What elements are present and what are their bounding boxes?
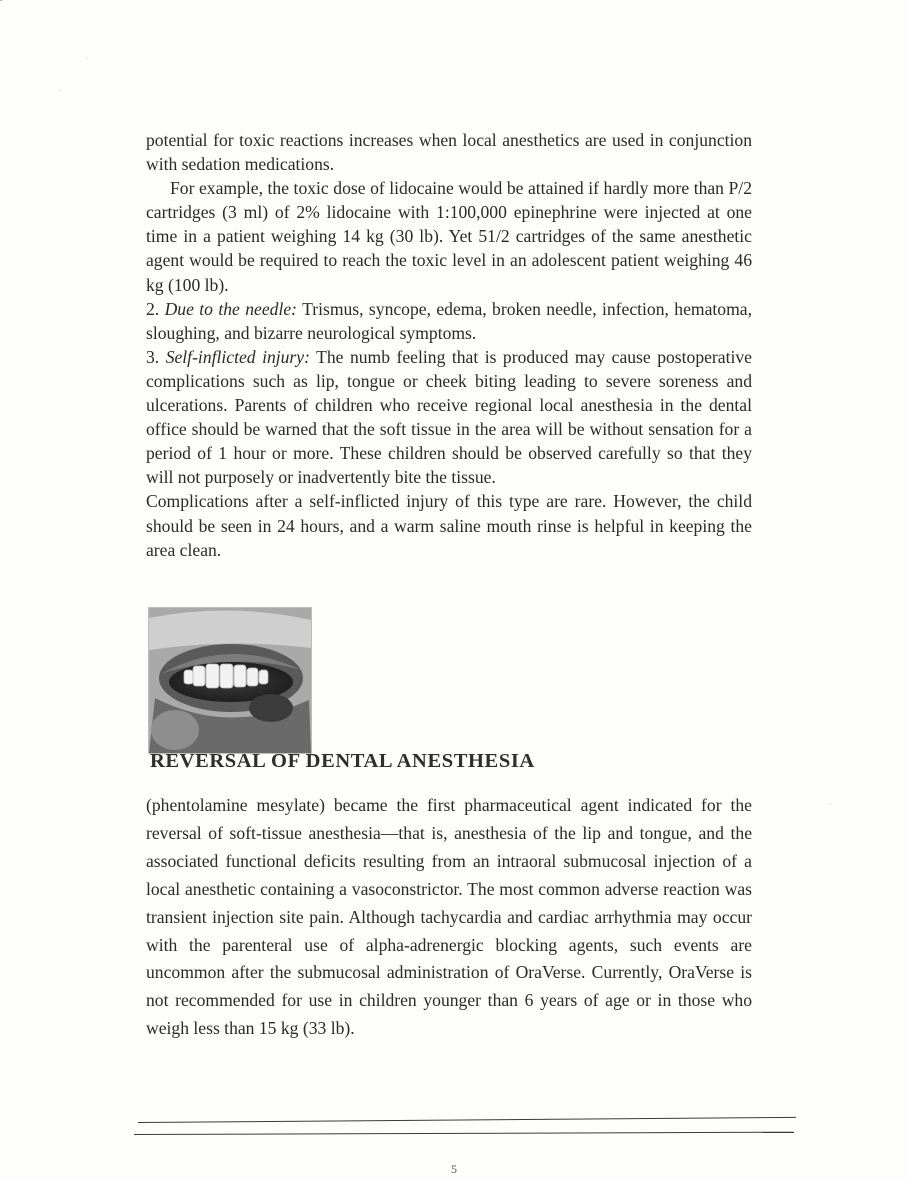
page-number: 5 (451, 1162, 457, 1176)
paragraph-lidocaine-example: For example, the toxic dose of lidocaine would be attained if hardly more than P/2 cartridges (3 ml) of 2% lidocaine with 1:100,000 epinephrine were injected at one time in a patient weighing 14 kg (30 lb). Yet 51/2 cartridges of the same anesthetic agent would be required to reach the toxic level in an adolescent patient weighing 46 kg (100 lb). (146, 178, 752, 295)
footer-rule (138, 1117, 796, 1123)
scan-speck: · (828, 800, 832, 811)
item-number: 3. (146, 346, 160, 367)
section-heading-reversal: REVERSAL OF DENTAL ANESTHESIA (150, 750, 535, 772)
paragraph-phentolamine: (phentolamine mesylate) became the first pharmaceutical agent indicated for the reversal of soft-tissue anesthesia—that is, anesthesia of the lip and tongue, and the associated functional deficits resulting from an intraoral submucosal injection of a local anesthetic containing a vasoconstrictor. The most common adverse reaction was transient injection site pain. Although tachycardia and cardiac arrhythmia may occur with the parenteral use of alpha-adrenergic blocking agents, such events are uncommon after the submucosal administration of OraVerse. Currently, OraVerse is not recommended for use in children younger than 6 years of age or in those who weigh less than 15 kg (33 lb). (146, 795, 752, 1039)
scan-speck: · (58, 86, 62, 97)
item-needle (146, 297, 752, 345)
item-self-inflicted-injury (146, 345, 752, 490)
item-title: Self-inflicted injury: (165, 346, 310, 367)
item-title: Due to the needle: (164, 298, 298, 319)
body-text-reversal (146, 792, 752, 1043)
lip-injury-photo (148, 607, 312, 754)
item-text: The numb feeling that is produced may cause postoperative complications such as lip, tongue or cheek biting leading to severe soreness and ulcerations. Parents of children who receive regional local anesthesia in the dental office should be warned that the soft tissue in the area will be without sensation for a period of 1 hour or more. These children should be observed carefully so that they will not purposely or inadvertently bite the tissue. (146, 346, 752, 488)
paragraph-toxic-reactions: potential for toxic reactions increases when local anesthetics are used in conjunction with sedation medications. (146, 130, 752, 175)
footer-rule (134, 1132, 794, 1135)
item-text: Trismus, syncope, edema, broken needle, infection, hematoma, sloughing, and bizarre neurological symptoms. (146, 298, 752, 343)
item-number: 2. (146, 298, 160, 319)
scan-speck: · (86, 54, 90, 65)
paragraph-complications: Complications after a self-inflicted injury of this type are rare. However, the child should be seen in 24 hours, and a warm saline mouth rinse is helpful in keeping the area clean. (146, 491, 752, 560)
scan-corner-mark (0, 0, 24, 10)
lip-injury-illustration (149, 608, 311, 753)
body-text-top (146, 128, 752, 562)
